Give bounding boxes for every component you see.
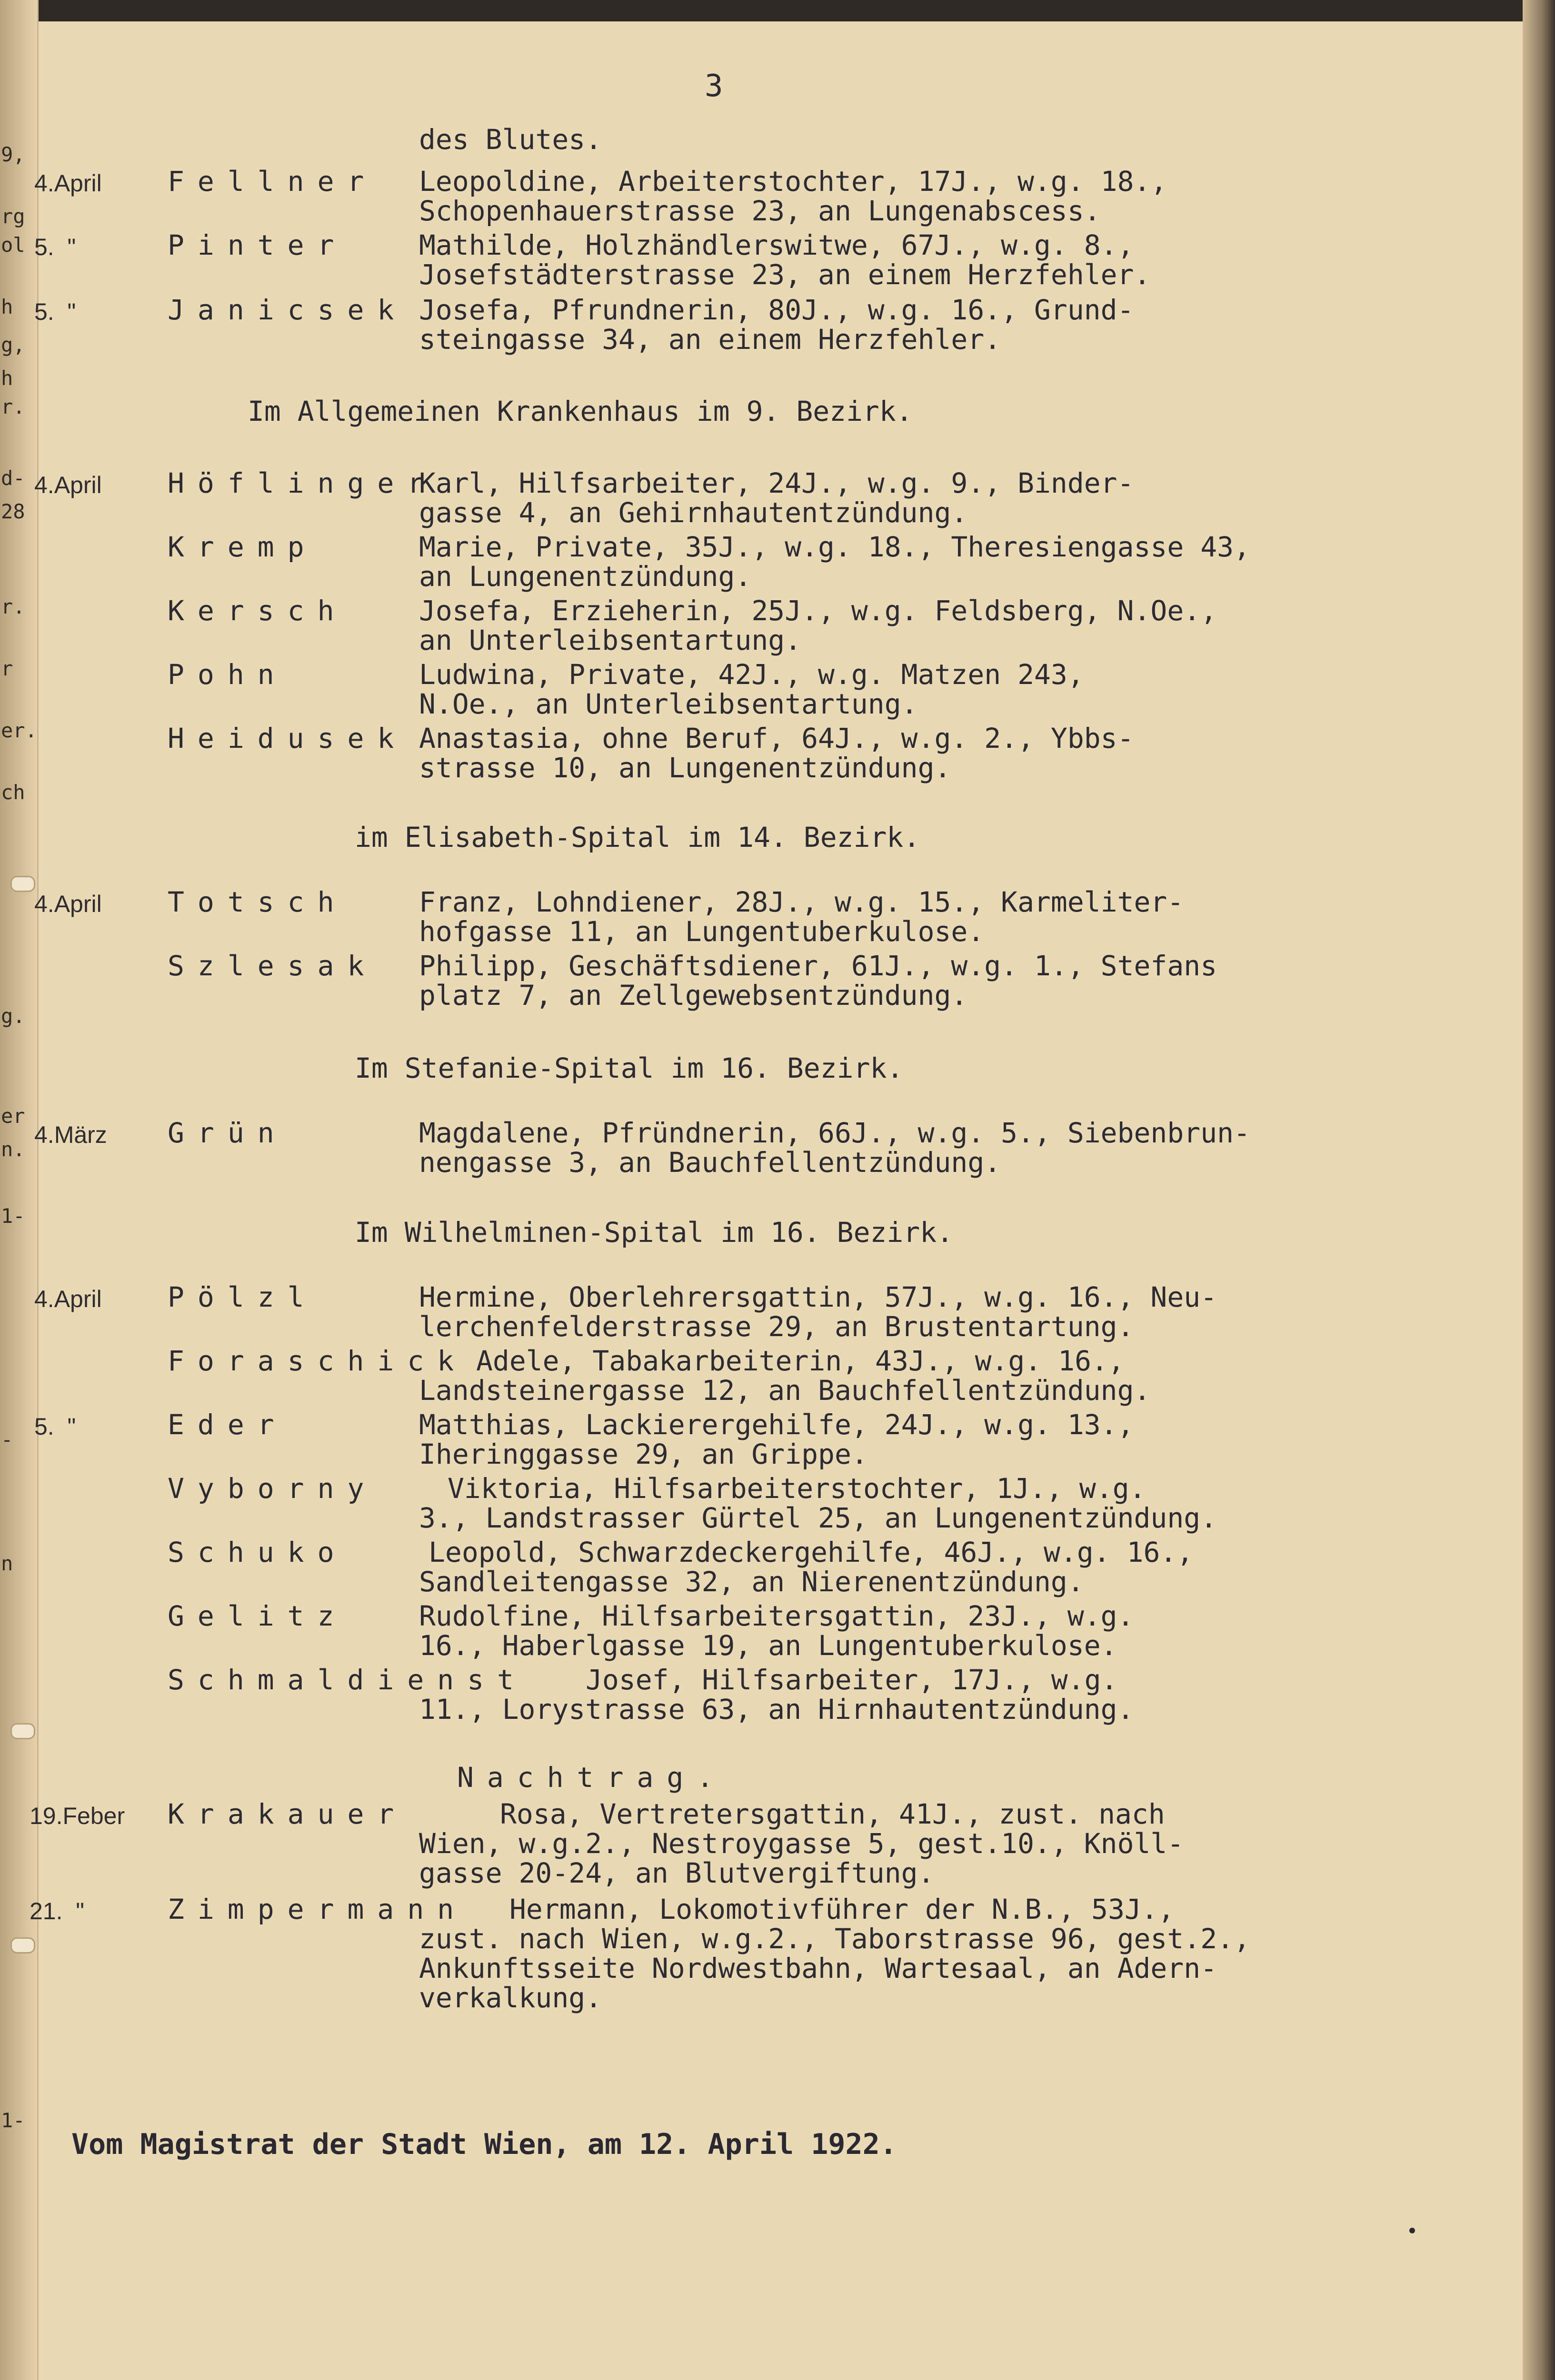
entry-text-line: Anastasia, ohne Beruf, 64J., w.g. 2., Ybbs- bbox=[419, 722, 1134, 754]
gutter-mark: r bbox=[1, 657, 13, 680]
gutter-mark: g, bbox=[1, 333, 25, 357]
closing-signature: Vom Magistrat der Stadt Wien, am 12. April 1922. bbox=[71, 2128, 897, 2161]
entry-surname: Zimpermann bbox=[168, 1893, 468, 1925]
entry-text-line: Matthias, Lackierergehilfe, 24J., w.g. 13., bbox=[419, 1408, 1134, 1441]
entry-text-line: Franz, Lohndiener, 28J., w.g. 15., Karmeliter- bbox=[419, 886, 1184, 918]
entry-surname: Fellner bbox=[168, 165, 378, 198]
entry-text-line: Leopoldine, Arbeiterstochter, 17J., w.g. 18., bbox=[419, 165, 1167, 198]
gutter-mark: ch bbox=[1, 781, 25, 804]
entry-date: 4.April bbox=[34, 891, 102, 917]
gutter-mark: n bbox=[1, 1552, 13, 1575]
entry-text-line: Sandleitengasse 32, an Nierenentzündung. bbox=[419, 1566, 1084, 1598]
entry-surname: Kersch bbox=[168, 595, 348, 627]
entry-text-line: Mathilde, Holzhändlerswitwe, 67J., w.g. 8., bbox=[419, 229, 1134, 261]
section-heading: Im Wilhelminen-Spital im 16. Bezirk. bbox=[355, 1216, 954, 1249]
entry-surname: Krakauer bbox=[168, 1798, 408, 1830]
binding-stitch bbox=[10, 1937, 35, 1954]
entry-surname: Janicsek bbox=[168, 294, 408, 326]
entry-text-line: hofgasse 11, an Lungentuberkulose. bbox=[419, 915, 985, 948]
entry-text-line: lerchenfelderstrasse 29, an Brustentartung. bbox=[419, 1310, 1134, 1343]
binding-stitch bbox=[10, 876, 35, 892]
entry-text-line: verkalkung. bbox=[419, 1982, 602, 2014]
gutter-mark: r. bbox=[1, 395, 25, 418]
gutter-mark: r. bbox=[1, 595, 25, 618]
entry-text-line: Schopenhauerstrasse 23, an Lungenabscess. bbox=[419, 195, 1101, 227]
entry-text-line: des Blutes. bbox=[419, 123, 602, 156]
entry-surname: Totsch bbox=[168, 886, 348, 918]
entry-text-line: Adele, Tabakarbeiterin, 43J., w.g. 16., bbox=[476, 1345, 1125, 1377]
entry-text-line: Iheringgasse 29, an Grippe. bbox=[419, 1438, 868, 1470]
entry-text-line: platz 7, an Zellgewebsentzündung. bbox=[419, 979, 968, 1012]
gutter-mark: 28 bbox=[1, 500, 25, 523]
entry-text-line: Josefstädterstrasse 23, an einem Herzfehler. bbox=[419, 258, 1151, 291]
entry-date: 4.April bbox=[34, 170, 102, 197]
section-heading: im Elisabeth-Spital im 14. Bezirk. bbox=[355, 821, 920, 853]
section-heading: Im Allgemeinen Krankenhaus im 9. Bezirk. bbox=[248, 395, 913, 427]
gutter-mark: g. bbox=[1, 1004, 25, 1028]
gutter-mark: - bbox=[1, 1428, 13, 1451]
entry-surname: Gelitz bbox=[168, 1600, 348, 1632]
entry-surname: Pohn bbox=[168, 658, 288, 691]
entry-text-line: Ankunftsseite Nordwestbahn, Wartesaal, an Adern- bbox=[419, 1952, 1217, 1984]
gutter-mark: 1- bbox=[1, 2109, 25, 2132]
entry-date: 5. " bbox=[34, 234, 76, 260]
scan-right-edge bbox=[1523, 0, 1555, 2380]
entry-surname: Eder bbox=[168, 1408, 288, 1441]
binding-stitch bbox=[10, 1723, 35, 1739]
entry-surname: Foraschick bbox=[168, 1345, 468, 1377]
entry-text-line: gasse 4, an Gehirnhautentzündung. bbox=[419, 496, 968, 529]
entry-surname: Grün bbox=[168, 1117, 288, 1149]
entry-text-line: zust. nach Wien, w.g.2., Taborstrasse 96, gest.2., bbox=[419, 1923, 1250, 1955]
gutter-mark: h bbox=[1, 367, 13, 390]
entry-text-line: Marie, Private, 35J., w.g. 18., Theresiengasse 43, bbox=[419, 531, 1250, 563]
entry-text-line: an Lungenentzündung. bbox=[419, 560, 752, 593]
entry-text-line: Rudolfine, Hilfsarbeitersgattin, 23J., w.g. bbox=[419, 1600, 1134, 1632]
entry-surname: Schmaldienst bbox=[168, 1664, 528, 1696]
entry-date: 4.April bbox=[34, 472, 102, 498]
entry-text-line: N.Oe., an Unterleibsentartung. bbox=[419, 688, 918, 720]
gutter-mark: er. bbox=[1, 719, 37, 742]
entry-text-line: nengasse 3, an Bauchfellentzündung. bbox=[419, 1146, 1001, 1179]
entry-date: 19.Feber bbox=[30, 1803, 125, 1829]
entry-text-line: Karl, Hilfsarbeiter, 24J., w.g. 9., Binder- bbox=[419, 467, 1134, 499]
entry-text-line: Josef, Hilfsarbeiter, 17J., w.g. bbox=[586, 1664, 1118, 1696]
entry-text-line: Hermann, Lokomotivführer der N.B., 53J., bbox=[509, 1893, 1175, 1925]
entry-text-line: Rosa, Vertretersgattin, 41J., zust. nach bbox=[500, 1798, 1165, 1830]
entry-text-line: an Unterleibsentartung. bbox=[419, 624, 802, 656]
entry-date: 4.März bbox=[34, 1121, 107, 1148]
entry-text-line: Wien, w.g.2., Nestroygasse 5, gest.10., Knöll- bbox=[419, 1827, 1184, 1860]
section-heading: Nachtrag. bbox=[457, 1761, 727, 1794]
section-heading: Im Stefanie-Spital im 16. Bezirk. bbox=[355, 1052, 904, 1084]
entry-text-line: Magdalene, Pfründnerin, 66J., w.g. 5., Siebenbrun- bbox=[419, 1117, 1250, 1149]
gutter-mark: d- bbox=[1, 466, 25, 490]
entry-date: 4.April bbox=[34, 1286, 102, 1312]
entry-text-line: Ludwina, Private, 42J., w.g. Matzen 243, bbox=[419, 658, 1084, 691]
entry-surname: Szlesak bbox=[168, 950, 378, 982]
gutter-mark: n. bbox=[1, 1138, 25, 1161]
binding-gutter bbox=[0, 0, 39, 2380]
entry-text-line: Philipp, Geschäftsdiener, 61J., w.g. 1., Stefans bbox=[419, 950, 1217, 982]
entry-text-line: 11., Lorystrasse 63, an Hirnhautentzündung. bbox=[419, 1693, 1134, 1726]
entry-surname: Vyborny bbox=[168, 1472, 378, 1505]
entry-surname: Schuko bbox=[168, 1536, 348, 1568]
entry-text-line: gasse 20-24, an Blutvergiftung. bbox=[419, 1857, 935, 1889]
gutter-mark: 1- bbox=[1, 1204, 25, 1228]
gutter-mark: rg bbox=[1, 205, 25, 228]
entry-text-line: Hermine, Oberlehrersgattin, 57J., w.g. 16., Neu- bbox=[419, 1281, 1217, 1313]
entry-text-line: steingasse 34, an einem Herzfehler. bbox=[419, 323, 1001, 356]
gutter-mark: 9, bbox=[1, 143, 25, 166]
page-number: 3 bbox=[705, 69, 723, 104]
entry-text-line: 16., Haberlgasse 19, an Lungentuberkulose. bbox=[419, 1629, 1117, 1662]
entry-surname: Heidusek bbox=[168, 722, 408, 754]
gutter-mark: ol bbox=[1, 233, 25, 257]
entry-text-line: Landsteinergasse 12, an Bauchfellentzündung. bbox=[419, 1374, 1151, 1407]
gutter-mark: h bbox=[1, 295, 13, 318]
entry-text-line: strasse 10, an Lungenentzündung. bbox=[419, 752, 951, 784]
entry-text-line: Josefa, Erzieherin, 25J., w.g. Feldsberg, N.Oe., bbox=[419, 595, 1217, 627]
ink-speck bbox=[1409, 2228, 1415, 2233]
entry-date: 21. " bbox=[30, 1898, 85, 1924]
entry-surname: Höflinger bbox=[168, 467, 438, 499]
entry-date: 5. " bbox=[34, 1413, 76, 1440]
scan-top-edge bbox=[0, 0, 1555, 21]
entry-text-line: Josefa, Pfrundnerin, 80J., w.g. 16., Grund- bbox=[419, 294, 1134, 326]
entry-text-line: Viktoria, Hilfsarbeiterstochter, 1J., w.g. bbox=[448, 1472, 1146, 1505]
entry-text-line: 3., Landstrasser Gürtel 25, an Lungenentzündung. bbox=[419, 1502, 1217, 1534]
entry-surname: Kremp bbox=[168, 531, 318, 563]
entry-surname: Pölzl bbox=[168, 1281, 318, 1313]
entry-text-line: Leopold, Schwarzdeckergehilfe, 46J., w.g. 16., bbox=[429, 1536, 1194, 1568]
entry-surname: Pinter bbox=[168, 229, 348, 261]
gutter-mark: er bbox=[1, 1104, 25, 1128]
entry-date: 5. " bbox=[34, 298, 76, 325]
